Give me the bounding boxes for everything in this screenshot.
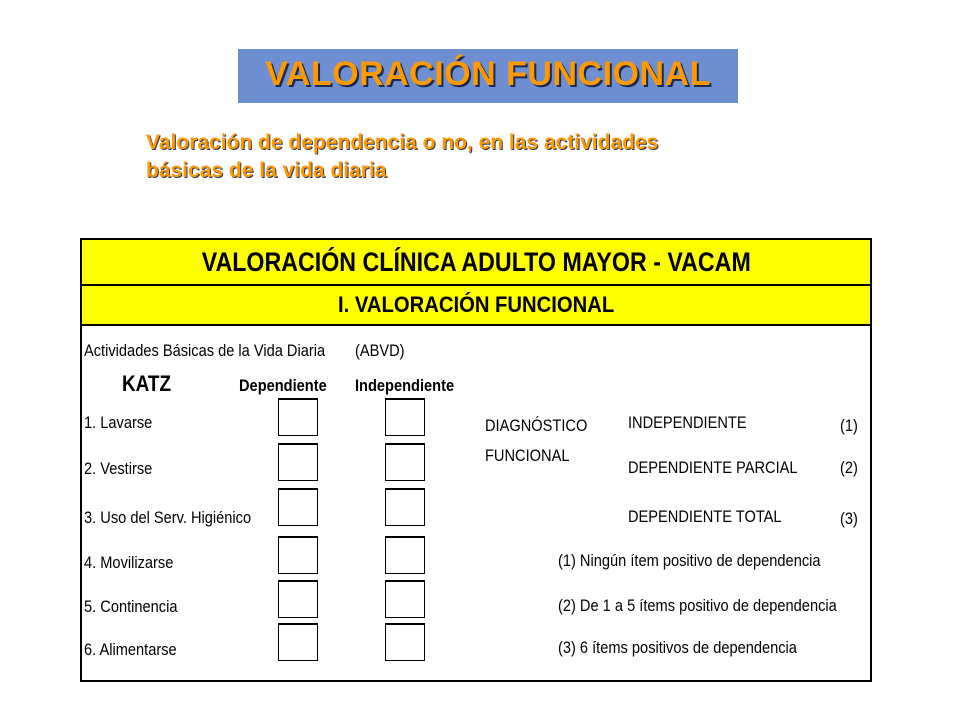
section-title: I. VALORACIÓN FUNCIONAL (337, 292, 615, 317)
subtitle-line-1: Valoración de dependencia o no, en las actividades (146, 131, 659, 154)
alimentarse-dependiente-checkbox[interactable] (278, 623, 318, 661)
diagnosis-code: (1) (840, 416, 858, 435)
diagnosis-code: (2) (840, 458, 858, 477)
lavarse-independiente-checkbox[interactable] (385, 398, 425, 436)
lavarse-dependiente-checkbox[interactable] (278, 398, 318, 436)
movilizarse-dependiente-checkbox[interactable] (278, 536, 318, 574)
vestirse-independiente-checkbox[interactable] (385, 443, 425, 481)
movilizarse-independiente-checkbox[interactable] (385, 536, 425, 574)
page-title: VALORACIÓN FUNCIONAL (265, 55, 711, 93)
diagnosis-code: (3) (840, 509, 858, 528)
diagnosis-label: DEPENDIENTE PARCIAL (628, 458, 798, 477)
servicio-higienico-independiente-checkbox[interactable] (385, 488, 425, 526)
funcional-label: FUNCIONAL (485, 446, 570, 465)
column-independiente: Independiente (355, 376, 455, 395)
title-banner (238, 49, 738, 103)
activity-label: 4. Movilizarse (84, 553, 174, 572)
activity-label: 2. Vestirse (84, 459, 153, 478)
subtitle (146, 129, 846, 185)
diagnosis-label: DEPENDIENTE TOTAL (628, 507, 782, 526)
criterion-text: (1) Ningún ítem positivo de dependencia (558, 551, 821, 570)
katz-label: KATZ (122, 371, 172, 396)
abvd-abbrev: (ABVD) (355, 341, 405, 360)
continencia-independiente-checkbox[interactable] (385, 580, 425, 618)
activity-label: 6. Alimentarse (84, 640, 177, 659)
servicio-higienico-dependiente-checkbox[interactable] (278, 488, 318, 526)
abvd-label: Actividades Básicas de la Vida Diaria (84, 341, 326, 360)
form-title-band (82, 240, 870, 286)
diagnosis-label: INDEPENDIENTE (628, 413, 747, 432)
vestirse-dependiente-checkbox[interactable] (278, 443, 318, 481)
form-title: VALORACIÓN CLÍNICA ADULTO MAYOR - VACAM (201, 247, 751, 277)
alimentarse-independiente-checkbox[interactable] (385, 623, 425, 661)
column-dependiente: Dependiente (239, 376, 327, 395)
diagnostico-label: DIAGNÓSTICO (485, 416, 588, 435)
activity-label: 5. Continencia (84, 597, 178, 616)
vacam-form (80, 238, 872, 682)
section-title-band (82, 286, 870, 326)
criterion-text: (2) De 1 a 5 ítems positivo de dependencia (558, 596, 837, 615)
continencia-dependiente-checkbox[interactable] (278, 580, 318, 618)
subtitle-line-2: básicas de la vida diaria (146, 159, 387, 182)
activity-label: 1. Lavarse (84, 413, 153, 432)
activity-label: 3. Uso del Serv. Higiénico (84, 508, 252, 527)
criterion-text: (3) 6 ítems positivos de dependencia (558, 638, 797, 657)
